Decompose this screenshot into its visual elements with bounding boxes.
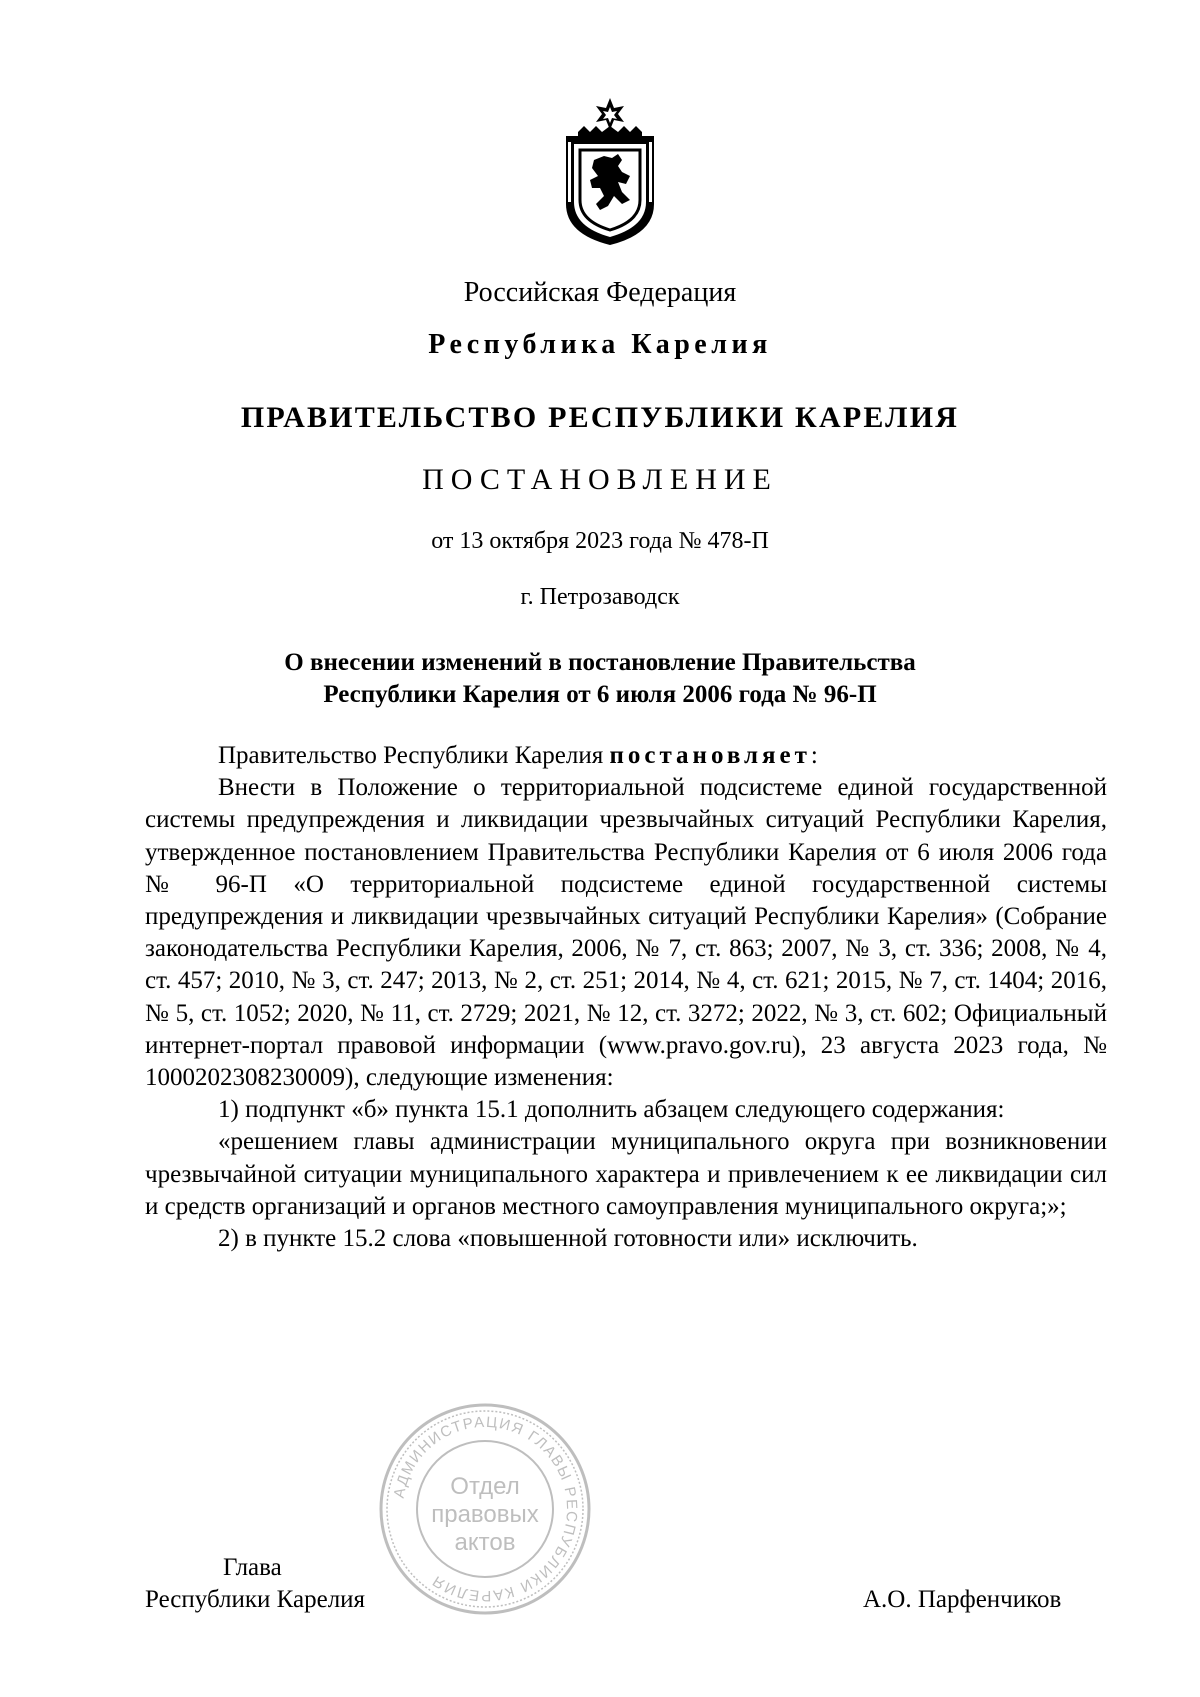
amendment-item-1: 1) подпункт «б» пункта 15.1 дополнить абзацем следующего содержания: [218,1096,1005,1124]
document-type: ПОСТАНОВЛЕНИЕ [422,463,778,496]
main-paragraph: Внести в Положение о территориальной подсистеме единой государственной системы предупреждения и ликвидации чрезвычайных ситуаций Республики Карелия, утвержденное постановлением Правительства Республики Карелия от 6 июля 2006 года № 96-П «О территориальной подсистеме единой государственной системы предупреждения и ликвидации чрезвычайных ситуаций Республики Карелия» (Собрание законодательства Республики Карелия, 2006, № 7, ст. 863; 2007, № 3, ст. 336; 2008, № 4, ст. 457; 2010, № 3, ст. 247; 2013, № 2, ст. 251; 2014, № 4, ст. 621; 2015, № 7, ст. 1404; 2016, № 5, ст. 1052; 2020, № 11, ст. 2729; 2021, № 12, ст. 3272; 2022, № 3, ст. 602; Официальный интернет-портал правовой информации (www.pravo.gov.ru), 23 августа 2023 года, № 1000202308230009), следующие изменения: [145,774,1107,1092]
amendment-item-2: 2) в пункте 15.2 слова «повышенной готовности или» исключить. [218,1225,918,1253]
subject-line-2: Республики Карелия от 6 июля 2006 года № 96-П [323,681,877,708]
signature-organization: Республики Карелия [145,1586,366,1613]
intro-verb: постановляет [609,742,811,769]
signatory-name: А.О. Парфенчиков [863,1586,1062,1613]
republic-name: Республика Карелия [428,329,772,360]
stamp-center-line-3: актов [454,1529,516,1556]
intro-prefix: Правительство Республики Карелия [218,742,610,769]
document-subject [0,647,1200,711]
amendment-item-1-quote: «решением главы администрации муниципального округа при возникновении чрезвычайной ситуации муниципального характера и привлечением к ее ликвидации сил и средств организаций и органов местного самоуправления муниципального округа;»; [145,1128,1107,1220]
subject-line-1: О внесении изменений в постановление Правительства [284,649,916,676]
coat-of-arms-emblem [560,96,660,246]
stamp-ring-text: АДМИНИСТРАЦИЯ ГЛАВЫ РЕСПУБЛИКИ КАРЕЛИЯ [390,1413,581,1605]
official-stamp [378,1402,592,1616]
document-date-number: от 13 октября 2023 года № 478-П [431,528,769,554]
document-city: г. Петрозаводск [520,584,680,610]
country-name: Российская Федерация [463,277,737,308]
stamp-center-line-1: Отдел [450,1473,520,1500]
signature-title: Глава [223,1554,282,1581]
government-title: ПРАВИТЕЛЬСТВО РЕСПУБЛИКИ КАРЕЛИЯ [240,401,960,434]
intro-suffix: : [810,742,818,769]
document-body [145,740,1107,1255]
intro-paragraph [145,740,1107,772]
stamp-center-line-2: правовых [431,1501,539,1528]
